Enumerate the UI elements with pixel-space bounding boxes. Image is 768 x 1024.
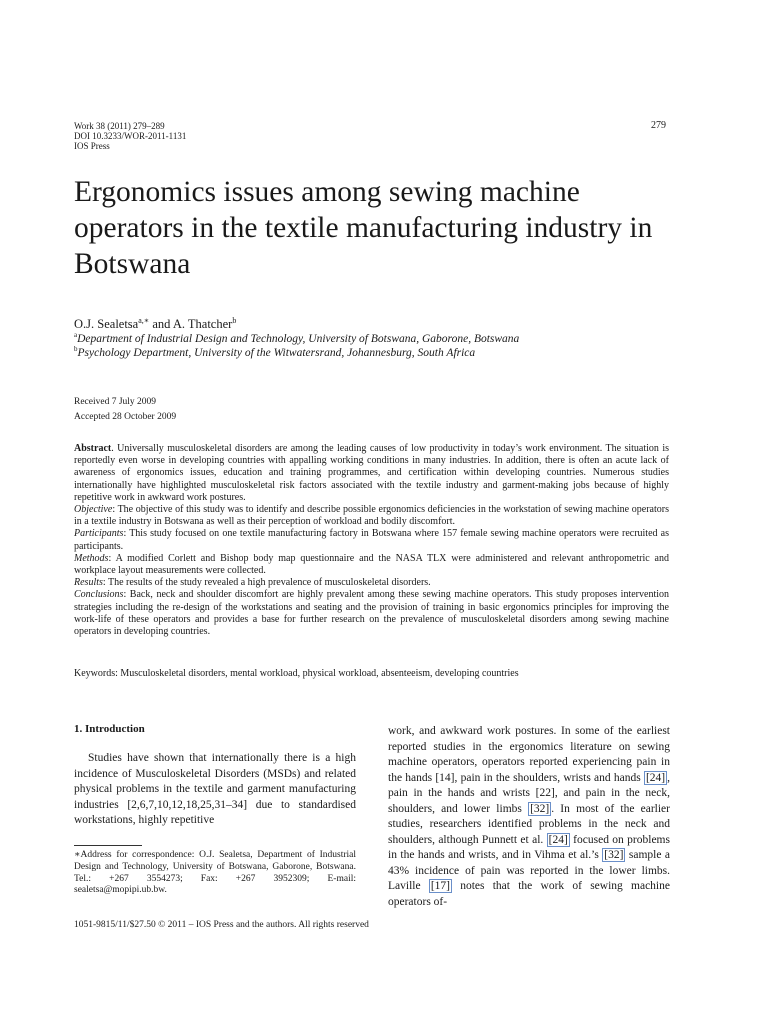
paper-title: Ergonomics issues among sewing machine operators in the textile manufacturing industry in Botswana xyxy=(74,176,653,280)
page-number: 279 xyxy=(651,120,666,131)
text-run: notes that the work of sewing machine operators of- xyxy=(388,880,670,908)
citation-link[interactable]: [17] xyxy=(430,880,450,892)
author-line xyxy=(74,316,236,332)
abstract-participants xyxy=(74,528,669,552)
affiliation-b xyxy=(74,345,475,359)
text-run: . In most of the earlier studies, researchers identified problems in the neck and shoulders, although Punnett et al. xyxy=(388,802,670,846)
affiliation-a-text: Department of Industrial Design and Technology, University of Botswana, Gaborone, Botswana xyxy=(77,332,520,345)
abstract-label: Abstract xyxy=(74,443,112,454)
received-date: Received 7 July 2009 xyxy=(74,397,157,407)
citation-link[interactable]: [32] xyxy=(530,802,550,815)
text-run: , pain in the hands and wrists [22], and pain in the neck, shoulders, and lower limbs xyxy=(388,771,670,815)
keywords: Keywords: Musculoskeletal disorders, mental workload, physical workload, absenteeism, developing countries xyxy=(74,668,519,679)
abstract-results xyxy=(74,577,669,589)
text-run: work, and awkward work postures. In some of the earliest reported studies in the ergonomics literature on sewing machine operators, operators reported experiencing pain in the hands [14], pain in the shoulders, wrists and hands xyxy=(388,725,670,784)
affiliation-a xyxy=(74,331,519,345)
section-heading: 1. Introduction xyxy=(74,723,145,735)
abstract-conclusions xyxy=(74,589,669,638)
correspondence-footnote: ∗Address for correspondence: O.J. Sealetsa, Department of Industrial Design and Technology, University of Botswana, Gaborone, Botswana. Tel.: +267 3554273; Fax: +267 3952309; E-mail: sealetsa@mopipi.ub.bw. xyxy=(74,850,356,896)
citation-link[interactable]: [24] xyxy=(645,771,666,784)
author-2: A. Thatcher xyxy=(172,317,233,332)
results-text: : The results of the study revealed a high prevalence of musculoskeletal disorders. xyxy=(102,577,431,589)
copyright-line: 1051-9815/11/$27.50 © 2011 – IOS Press and the authors. All rights reserved xyxy=(74,920,369,930)
methods-label: Methods xyxy=(74,552,109,564)
affiliation-a-mark: a xyxy=(74,331,78,339)
objective-label: Objective xyxy=(74,504,113,516)
text-run: sample a 43% incidence of pain was reported in the lower limbs. Laville xyxy=(388,849,670,892)
author-1: O.J. Sealetsa xyxy=(74,317,139,332)
author-2-mark: b xyxy=(232,316,237,325)
citation-link[interactable]: [32] xyxy=(604,849,624,861)
doi: DOI 10.3233/WOR-2011-1131 xyxy=(74,131,187,141)
methods-text: : A modified Corlett and Bishop body map questionnaire and the NASA TLX were administered and relevant anthropometric and workplace layout measurements were collected. xyxy=(74,552,669,577)
abstract-objective xyxy=(74,504,669,528)
journal-citation: Work 38 (2011) 279–289 xyxy=(74,121,165,131)
abstract-intro-text: . Universally musculoskeletal disorders are among the leading causes of low productivity in today’s work environment. The situation is reportedly even worse in developing countries with appalling working conditions in many industries. In addition, there is often an acute lack of awareness of ergonomics issues, education and training programmes, and certification within developing countries. Numerous studies internationally have highlighted musculoskeletal risk factors associated with the textile industry and garment-making jobs because of highly repetitive work in awkward work postures. xyxy=(74,443,669,503)
objective-text: : The objective of this study was to identify and describe possible ergonomics deficiencies in the workstation of sewing machine operators in a textile industry in Botswana as well as their perception of workload and bodily discomfort. xyxy=(74,504,669,528)
author-joiner: and xyxy=(149,317,173,332)
affiliation-b-mark: b xyxy=(74,345,78,353)
abstract xyxy=(74,443,669,638)
affiliation-b-text: Psychology Department, University of the Witwatersrand, Johannesburg, South Africa xyxy=(77,346,476,359)
left-column xyxy=(74,751,356,829)
accepted-date: Accepted 28 October 2009 xyxy=(74,412,177,422)
results-label: Results xyxy=(74,577,103,589)
conclusions-label: Conclusions xyxy=(74,589,124,601)
citation-link[interactable]: [24] xyxy=(548,833,568,846)
publisher: IOS Press xyxy=(74,141,110,151)
participants-text: : This study focused on one textile manufacturing factory in Botswana where 157 female sewing machine operators were recruited as participants. xyxy=(74,528,669,552)
intro-paragraph-left: Studies have shown that internationally there is a high incidence of Musculoskeletal Disorders (MSDs) and related physical problems in the textile and garment manufacturing industries [2,6,7,10,12,18,25,31–34] due to standardised workstations, highly repetitive xyxy=(74,752,356,826)
conclusions-text: : Back, neck and shoulder discomfort are highly prevalent among these sewing machine operators. This study proposes intervention strategies including the re-design of the workstations and seating and the provision of training in basic ergonomics principles for improving the work-life of these operators and provides a base for further research on the prevalence of musculoskeletal disorders among sewing machine operators in developing countries. xyxy=(74,589,669,638)
text-run: focused on problems in the hands and wrists, and in Vihma et al.’s xyxy=(388,833,670,861)
participants-label: Participants xyxy=(74,528,124,540)
footnote-rule xyxy=(74,845,142,846)
abstract-methods xyxy=(74,553,669,577)
author-1-mark: a,∗ xyxy=(138,316,150,325)
right-column xyxy=(388,724,670,910)
intro-paragraph-right xyxy=(388,724,670,910)
abstract-intro xyxy=(74,443,669,504)
